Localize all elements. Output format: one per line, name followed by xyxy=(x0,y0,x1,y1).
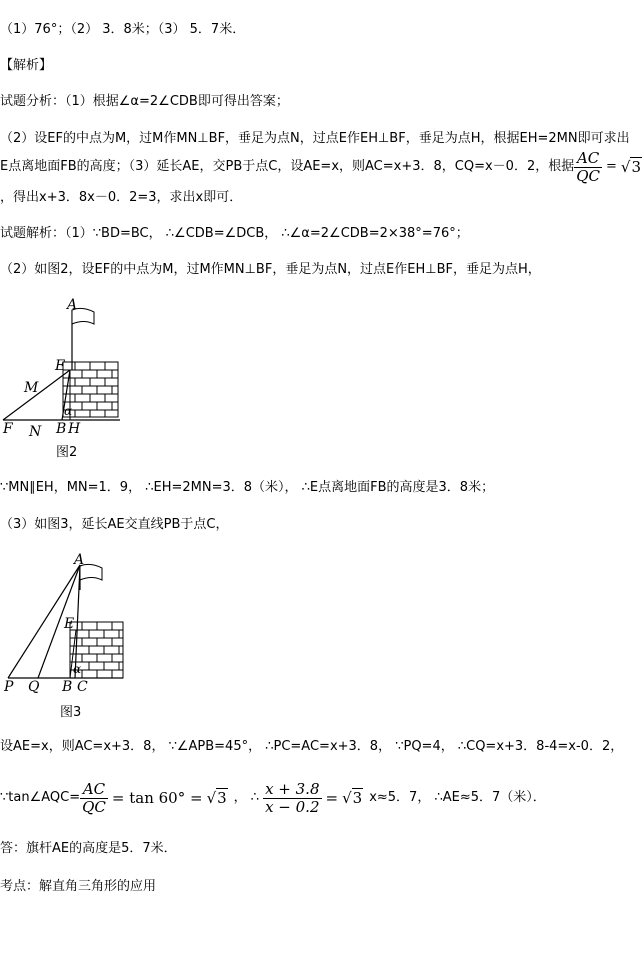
solution-line-4: （3）如图3，延长AE交直线PB于点C， xyxy=(0,517,229,532)
sqrt-3-b: √3 xyxy=(206,789,227,807)
fraction-ac-qc-2 xyxy=(80,781,108,816)
knowledge-point: 考点：解直角三角形的应用 xyxy=(0,879,157,894)
fraction-ac-qc xyxy=(574,150,602,185)
analysis-header: 【解析】 xyxy=(0,58,53,73)
sqrt-radicand: 3 xyxy=(217,789,227,807)
fraction-x xyxy=(263,781,321,816)
label-b: B xyxy=(62,679,73,695)
fraction-numerator: AC xyxy=(574,150,602,168)
figure-3 xyxy=(0,550,140,720)
figure-2-caption: 图2 xyxy=(56,445,78,460)
label-alpha: α xyxy=(73,662,82,676)
label-a: A xyxy=(74,552,85,568)
sqrt-3-c: √3 xyxy=(342,789,363,807)
solution-line-1: 试题解析：（1）∵BD=BC， ∴∠CDB=∠DCB， ∴∠α=2∠CDB=2×38°=76°； xyxy=(0,226,469,241)
fraction-denominator: QC xyxy=(82,797,106,816)
tan-60-equals: = tan 60° = xyxy=(111,789,203,807)
label-q: Q xyxy=(28,679,40,695)
analysis-line-3 xyxy=(0,150,642,184)
tan-tail: x≈5．7， ∴AE≈5．7（米）． xyxy=(369,790,546,805)
final-answer: 答：旗杆AE的高度是5．7米． xyxy=(0,841,177,856)
figure-2 xyxy=(0,295,140,465)
analysis-line-1: 试题分析：（1）根据∠α=2∠CDB即可得出答案； xyxy=(0,94,289,109)
label-b: B xyxy=(56,421,67,437)
analysis-line-3-text: E点离地面FB的高度；（3）延长AE，交PB于点C，设AE=x，则AC=x+3．8，CQ=x－0．2，根据 xyxy=(0,159,575,174)
label-e: E xyxy=(64,616,75,632)
sqrt-radicand: 3 xyxy=(352,789,363,807)
solution-line-5: 设AE=x，则AC=x+3．8， ∵∠APB=45°， ∴PC=AC=x+3．8， ∵PQ=4， ∴CQ=x+3．8-4=x-0．2， xyxy=(0,739,624,754)
label-e: E xyxy=(55,358,66,374)
analysis-line-2: （2）设EF的中点为M，过M作MN⊥BF，垂足为点N，过点E作EH⊥BF，垂足为点H，根据EH=2MN即可求出 xyxy=(0,131,630,146)
fraction-numerator: AC xyxy=(80,781,108,799)
label-p: P xyxy=(4,679,14,695)
label-f: F xyxy=(3,421,13,437)
label-h: H xyxy=(68,421,81,437)
solution-line-3: ∵MN∥EH，MN=1．9， ∴EH=2MN=3．8（米）， ∴E点离地面FB的高度是3．8米； xyxy=(0,480,495,495)
solution-line-2: （2）如图2，设EF的中点为M，过M作MN⊥BF，垂足为点N，过点E作EH⊥BF，垂足为点H， xyxy=(0,262,541,277)
analysis-line-4: ，得出x+3．8x－0．2=3，求出x即可． xyxy=(0,190,243,205)
label-n: N xyxy=(29,424,42,440)
answer-line: （1）76°；（2） 3．8米；（3） 5．7米． xyxy=(0,22,246,37)
tan-separator: ， ∴ xyxy=(233,790,260,805)
label-m: M xyxy=(24,380,39,396)
label-c: C xyxy=(77,679,88,695)
label-a: A xyxy=(67,297,78,313)
equals-sign-2: = xyxy=(325,789,339,807)
fraction-x-denominator: x − 0.2 xyxy=(265,797,320,816)
fraction-denominator: QC xyxy=(576,166,600,185)
label-alpha: α xyxy=(64,404,73,418)
tan-prefix: ∵tan∠AQC= xyxy=(0,790,81,805)
sqrt-3: √3 xyxy=(620,158,642,176)
sqrt-radicand: 3 xyxy=(631,158,642,176)
tan-equation-line xyxy=(0,776,546,820)
equals-sign: = xyxy=(606,159,617,174)
figure-3-caption: 图3 xyxy=(60,705,82,720)
fraction-x-numerator: x + 3.8 xyxy=(265,779,320,798)
